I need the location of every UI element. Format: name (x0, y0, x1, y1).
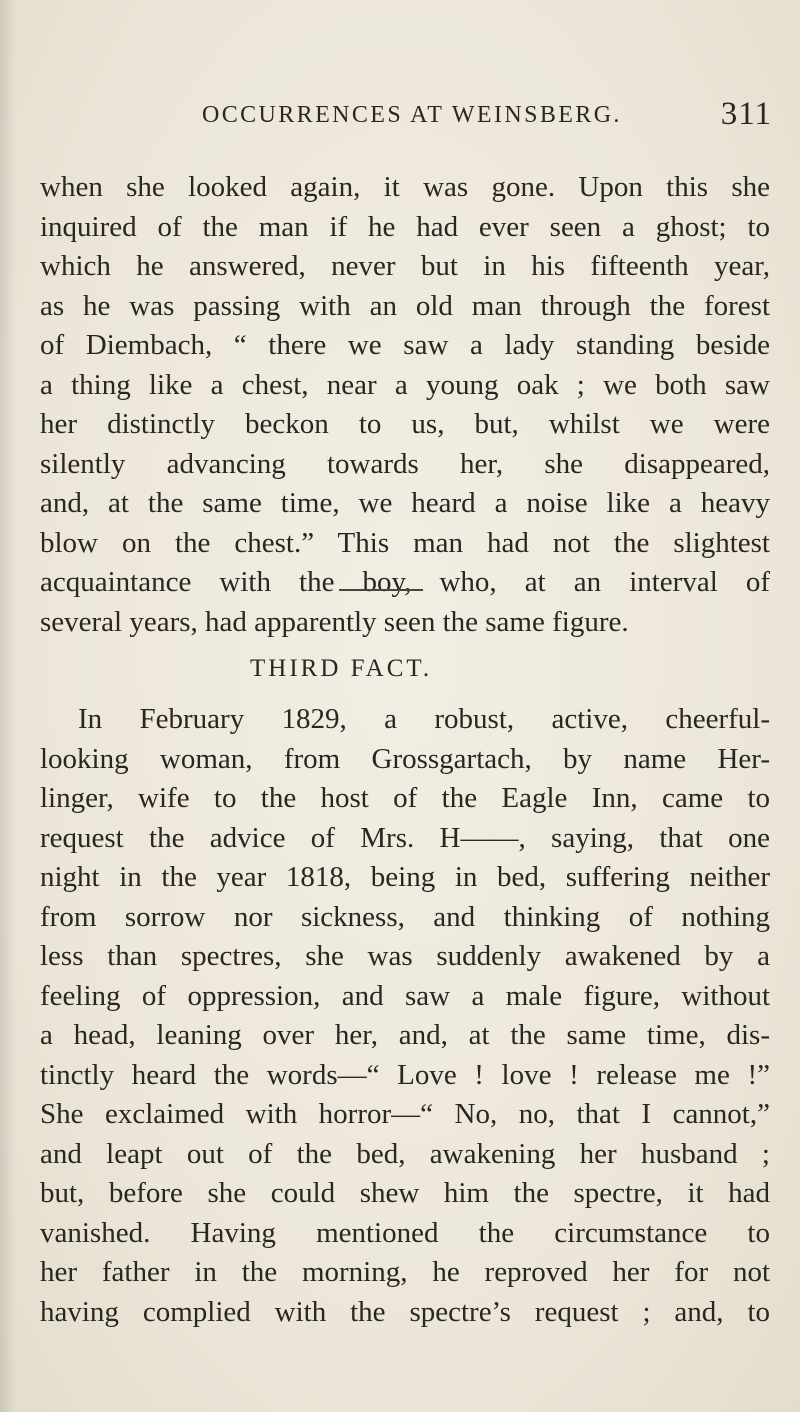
spine-shadow (0, 0, 16, 1412)
paragraph-third-fact (40, 700, 770, 1332)
text-line: a thing like a chest, near a young oak ; we both saw (40, 368, 770, 401)
text-line: a head, leaning over her, and, at the same time, dis- (40, 1019, 770, 1051)
text-line: silently advancing towards her, she disappeared, (40, 447, 770, 480)
text-line: as he was passing with an old man through the forest (40, 289, 770, 322)
section-heading: THIRD FACT. (250, 655, 433, 682)
text-line: her distinctly beckon to us, but, whilst we were (40, 408, 770, 440)
text-line: several years, had apparently seen the same figure. (40, 605, 629, 638)
text-line: of Diembach, “ there we saw a lady standing beside (40, 329, 770, 361)
text-line: but, before she could shew him the spectre, it had (40, 1177, 770, 1209)
section-divider (339, 589, 423, 591)
text-line: She exclaimed with horror—“ No, no, that I cannot,” (40, 1098, 770, 1130)
text-line: having complied with the spectre’s request ; and, to (40, 1295, 770, 1328)
running-title: OCCURRENCES AT WEINSBERG. (202, 102, 622, 128)
text-line: from sorrow nor sickness, and thinking of nothing (40, 900, 770, 933)
running-head (0, 96, 800, 136)
text-line: less than spectres, she was suddenly awakened by a (40, 940, 770, 972)
text-line: her father in the morning, he reproved her for not (40, 1256, 770, 1288)
text-line: vanished. Having mentioned the circumstance to (40, 1216, 770, 1249)
text-line: and, at the same time, we heard a noise like a heavy (40, 487, 770, 519)
text-line: tinctly heard the words—“ Love ! love ! release me !” (40, 1058, 770, 1091)
text-line: looking woman, from Grossgartach, by name Her- (40, 742, 770, 775)
text-line: which he answered, never but in his fifteenth year, (40, 250, 770, 282)
page-number: 311 (720, 96, 772, 132)
text-line: acquaintance with the boy, who, at an interval of (40, 566, 770, 598)
text-line: when she looked again, it was gone. Upon this she (40, 171, 770, 203)
text-line: linger, wife to the host of the Eagle Inn, came to (40, 782, 770, 814)
text-line: and leapt out of the bed, awakening her husband ; (40, 1137, 770, 1170)
text-line: In February 1829, a robust, active, cheerful- (78, 703, 770, 735)
text-line: blow on the chest.” This man had not the slightest (40, 526, 770, 559)
text-line: inquired of the man if he had ever seen a ghost; to (40, 210, 770, 243)
text-line: night in the year 1818, being in bed, suffering neither (40, 861, 770, 893)
text-line: feeling of oppression, and saw a male figure, without (40, 979, 770, 1012)
paragraph-continued (40, 168, 770, 642)
text-line: request the advice of Mrs. H——, saying, that one (40, 821, 770, 854)
